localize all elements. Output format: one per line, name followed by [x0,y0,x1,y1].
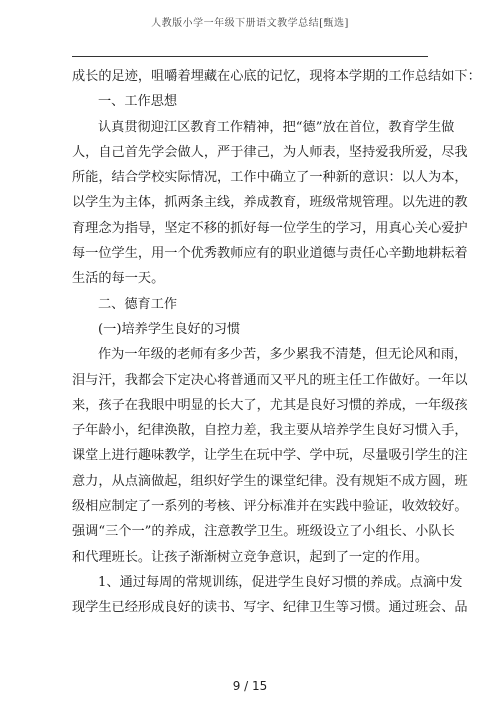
document-header-title: 人教版小学一年级下册语文教学总结[甄选] [151,18,349,29]
body-line: 子年龄小，纪律涣散，自控力差，我主要从培养学生良好习惯入手， [72,423,468,439]
body-line: 每一位学生，用一个优秀教师应有的职业道德与责任心辛勤地耕耘着 [72,246,468,262]
body-line: 1、通过每周的常规训练，促进学生良好习惯的养成。点滴中发 [98,574,463,590]
document-body [72,64,481,621]
body-line: 意力，从点滴做起，组织好学生的课堂纪律。没有规矩不成方圆，班 [72,473,468,489]
body-line: 人，自己首先学会做人，严于律己，为人师表，坚持爱我所爱，尽我 [72,144,468,160]
body-line: 所能，结合学校实际情况，工作中确立了一种新的意识：以人为本， [72,170,468,186]
body-line: 成长的足迹，咀嚼着埋藏在心底的记忆，现将本学期的工作总结如下： [72,69,481,84]
body-line: 作为一年级的老师有多少苦，多少累我不清楚，但无论风和雨， [98,347,468,363]
page-indicator: 9 / 15 [232,679,268,693]
body-line: 来，孩子在我眼中明显的长大了，尤其是良好习惯的养成，一年级孩 [72,397,468,413]
body-line: 认真贯彻迎江区教育工作精神，把“德”放在首位，教育学生做 [98,119,455,135]
body-line: 以学生为主体，抓两条主线，养成教育，班级常规管理。以先进的教 [72,195,468,211]
section-heading: 二、德育工作 [98,296,178,312]
section-heading: 一、工作思想 [98,94,178,110]
body-line: 泪与汗，我都会下定决心将普通而又平凡的班主任工作做好。一年以 [72,372,468,388]
body-line: 课堂上进行趣味教学，让学生在玩中学、学中玩，尽量吸引学生的注 [72,448,468,464]
body-line: 育理念为指导，坚定不移的抓好每一位学生的学习，用真心关心爱护 [72,220,468,236]
body-line: 现学生已经形成良好的读书、写字、纪律卫生等习惯。通过班会、品 [72,600,468,616]
body-line: 强调“三个一”的养成，注意教学卫生。班级设立了小组长、小队长 [72,524,455,540]
header-divider [72,56,428,57]
body-line: 级相应制定了一系列的考核、评分标准并在实践中验证，收效较好。 [72,499,468,515]
subsection-heading: (一)培养学生良好的习惯 [98,321,241,337]
body-line: 生活的每一天。 [72,271,165,287]
body-line: 和代理班长。让孩子渐渐树立竞争意识，起到了一定的作用。 [72,549,429,565]
